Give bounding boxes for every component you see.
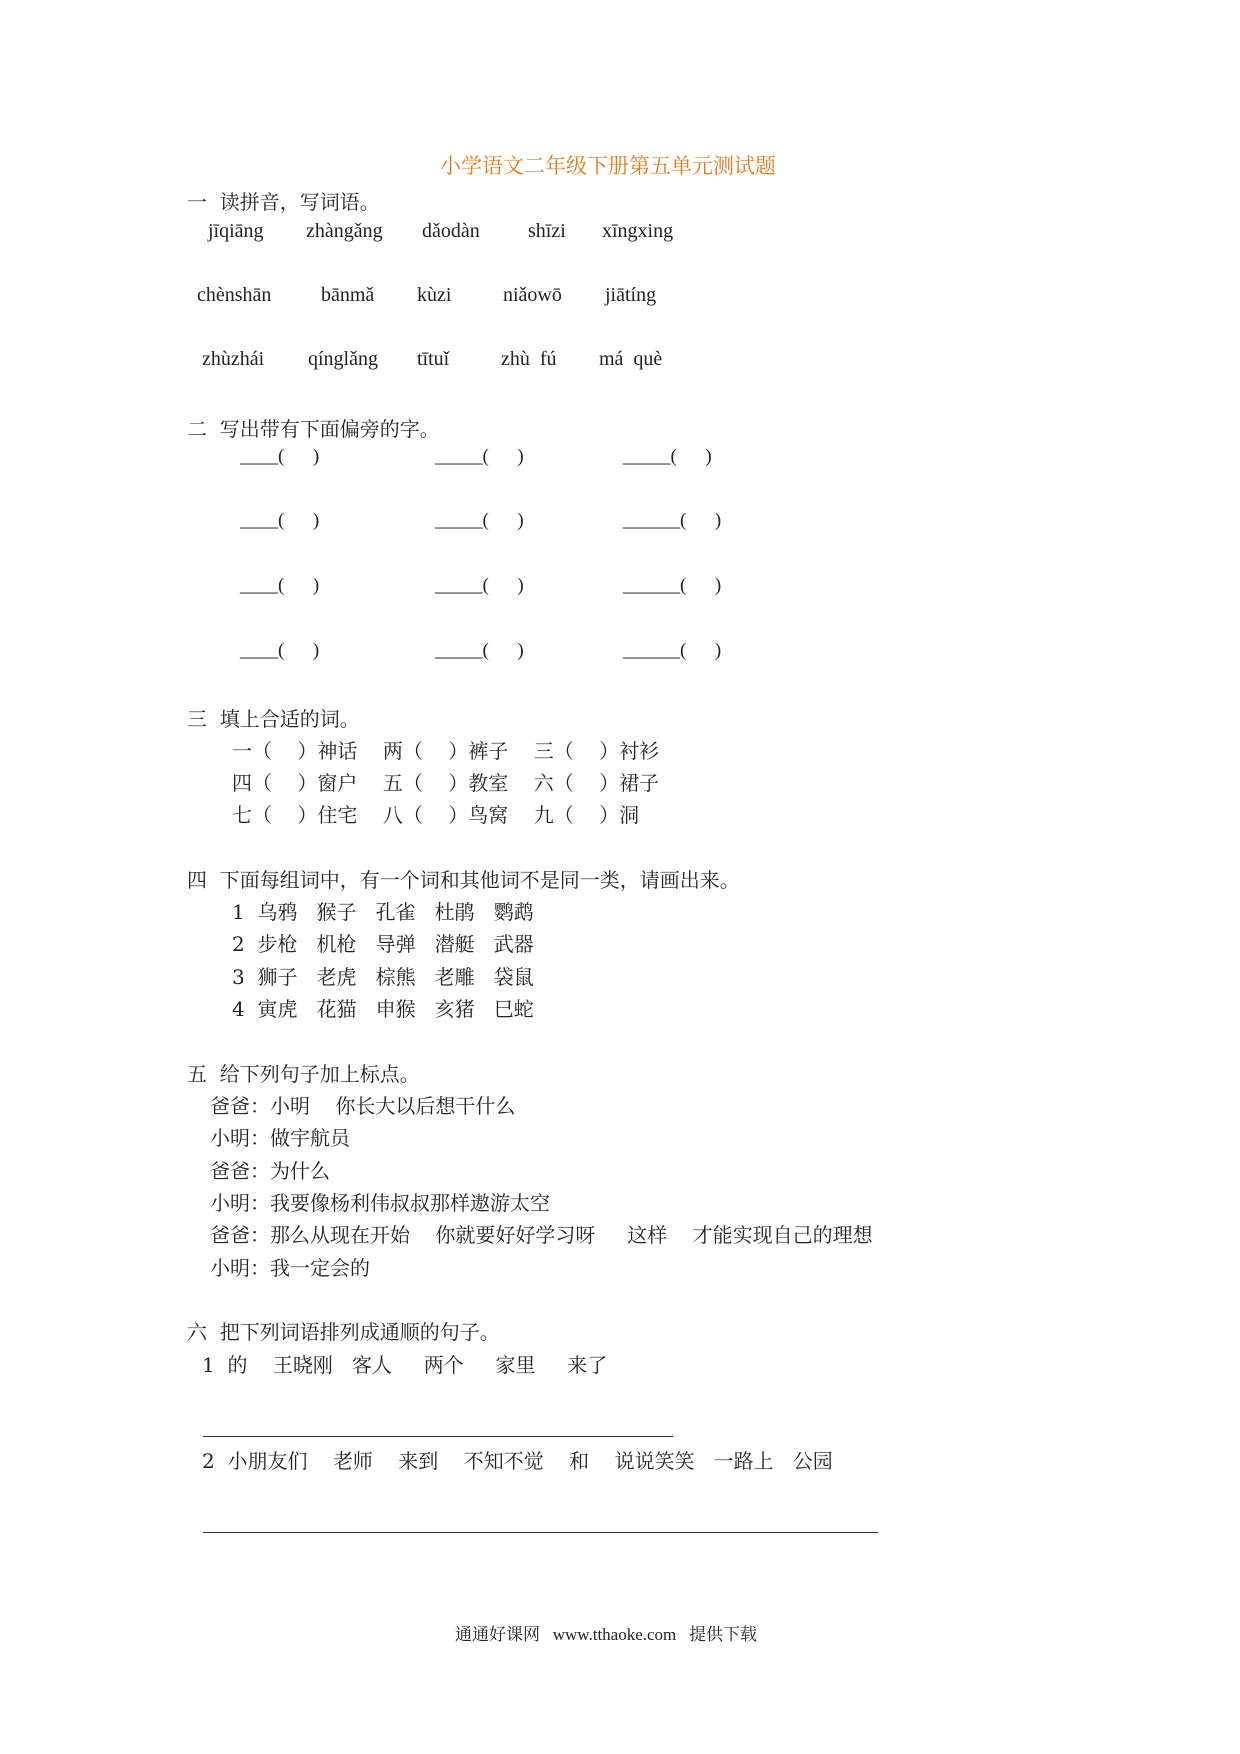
radical-blank: _____( )	[435, 575, 524, 596]
section-5-heading: 五 给下列句子加上标点。	[187, 1062, 420, 1086]
pinyin-word: tītuǐ	[417, 348, 450, 370]
pinyin-word: jīqiāng	[208, 220, 264, 242]
dialogue-line: 爸爸：为什么	[210, 1159, 330, 1183]
pinyin-word: zhàngǎng	[306, 220, 383, 242]
radical-blank: ____( )	[240, 575, 320, 596]
pinyin-word: xīngxing	[602, 220, 674, 242]
radical-blank: _____( )	[623, 446, 712, 467]
sentence-words-2: 2 小朋友们 老师 来到 不知不觉 和 说说笑笑 一路上 公园	[202, 1449, 833, 1473]
radical-blank: _____( )	[435, 446, 524, 467]
radical-blank: ______( )	[623, 510, 722, 531]
dialogue-line: 小明：做宇航员	[210, 1126, 350, 1150]
radical-blank: ____( )	[240, 640, 320, 661]
dialogue-line: 小明：我一定会的	[210, 1256, 370, 1280]
word-group-row: 1 乌鸦 猴子 孔雀 杜鹃 鹦鹉	[232, 900, 534, 924]
answer-line-1[interactable]	[203, 1436, 673, 1437]
radical-blank: _____( )	[435, 510, 524, 531]
measure-word-row: 一（ ）神话 两（ ）裤子 三（ ）衬衫	[232, 739, 660, 763]
section-4-heading: 四 下面每组词中，有一个词和其他词不是同一类，请画出来。	[187, 868, 740, 892]
pinyin-word: zhù fú	[501, 348, 557, 370]
section-1-heading: 一 读拼音，写词语。	[187, 190, 380, 214]
pinyin-word: jiātíng	[605, 284, 657, 306]
radical-blank: ______( )	[623, 575, 722, 596]
pinyin-word: zhùzhái	[202, 348, 265, 370]
section-6-heading: 六 把下列词语排列成通顺的句子。	[187, 1320, 500, 1344]
pinyin-word: qínglǎng	[308, 348, 378, 370]
answer-line-2[interactable]	[203, 1532, 878, 1533]
sentence-words-1: 1 的 王晓刚 客人 两个 家里 来了	[202, 1353, 608, 1377]
pinyin-word: dǎodàn	[422, 220, 480, 242]
radical-blank: ____( )	[240, 446, 320, 467]
pinyin-word: shīzi	[528, 220, 566, 242]
dialogue-line: 小明：我要像杨利伟叔叔那样遨游太空	[210, 1191, 550, 1215]
pinyin-word: kùzi	[417, 284, 452, 306]
pinyin-word: niǎowō	[503, 284, 562, 306]
radical-blank: ____( )	[240, 510, 320, 531]
radical-blank: ______( )	[623, 640, 722, 661]
pinyin-word: bānmǎ	[321, 284, 375, 306]
dialogue-line: 爸爸：那么从现在开始 你就要好好学习呀 这样 才能实现自己的理想	[210, 1223, 873, 1247]
word-group-row: 4 寅虎 花猫 申猴 亥猪 巳蛇	[232, 997, 534, 1021]
section-3-heading: 三 填上合适的词。	[187, 707, 360, 731]
measure-word-row: 七（ ）住宅 八（ ）鸟窝 九（ ）洞	[232, 803, 640, 827]
word-group-row: 3 狮子 老虎 棕熊 老雕 袋鼠	[232, 965, 534, 989]
dialogue-line: 爸爸：小明 你长大以后想干什么	[210, 1094, 516, 1118]
footer-text: 通通好课网 www.tthaoke.com 提供下载	[455, 1625, 758, 1644]
word-group-row: 2 步枪 机枪 导弹 潜艇 武器	[232, 932, 534, 956]
pinyin-word: má què	[599, 348, 663, 370]
pinyin-word: chènshān	[197, 284, 272, 306]
radical-blank: _____( )	[435, 640, 524, 661]
measure-word-row: 四（ ）窗户 五（ ）教室 六（ ）裙子	[232, 771, 660, 795]
section-2-heading: 二 写出带有下面偏旁的字。	[187, 417, 440, 441]
page-title: 小学语文二年级下册第五单元测试题	[440, 154, 776, 178]
